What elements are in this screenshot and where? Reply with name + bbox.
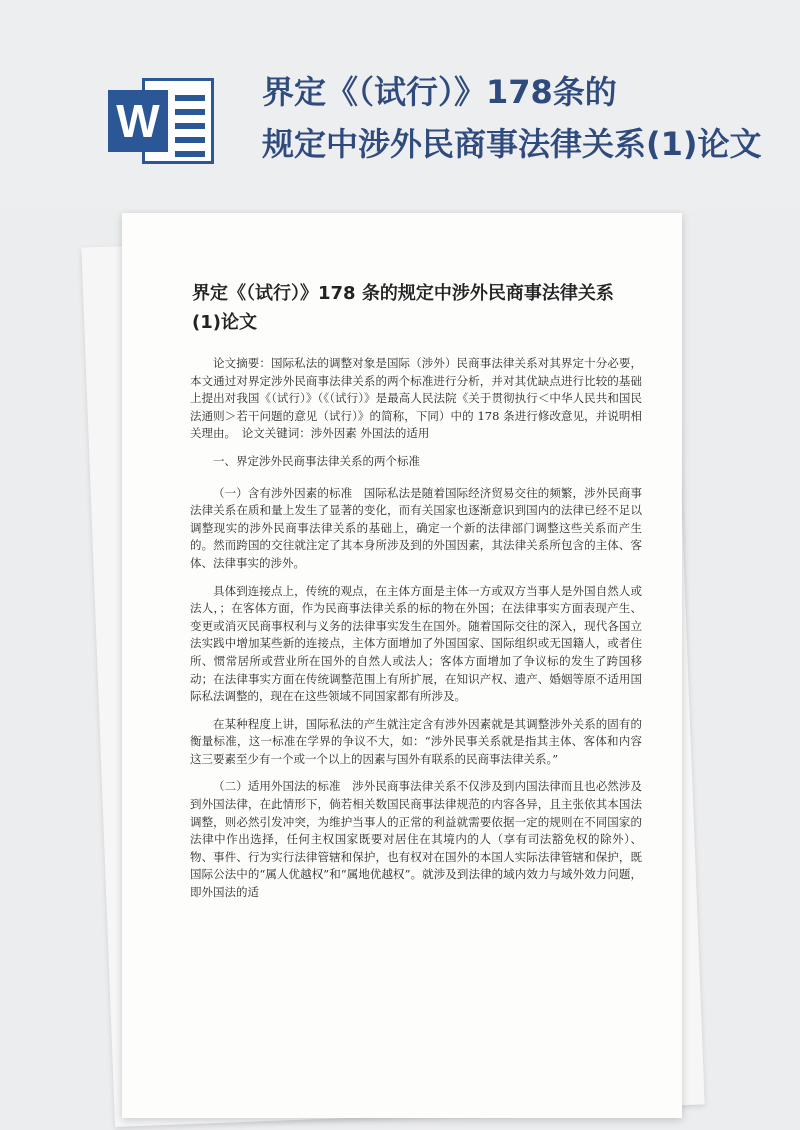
word-w-letter-icon: W bbox=[108, 90, 168, 152]
body-paragraph: 具体到连接点上，传统的观点，在主体方面是主体一方或双方当事人是外国自然人或法人，；在客体方面，作为民商事法律关系的标的物在外国；在法律事实方面表现产生、变更或消灭民商事权利与义务的法律事实发生在国外。随着国际交往的深入，现代各国立法实践中增加某些新的连接点，主体方面增加了外国国家、国际组织或无国籍人，或者住所、惯常居所或营业所在国外的自然人或法人；客体方面增加了争议标的发生了跨国移动；在法律事实方面在传统调整范围上有所扩展，在知识产权、遗产、婚姻等原不适用国际私法调整的，现在在这些领域不同国家都有所涉及。 bbox=[190, 583, 642, 704]
header-banner bbox=[0, 0, 800, 210]
header-title-line-1: 界定《（试行）》178条的 bbox=[262, 73, 617, 111]
document-title: 界定《（试行）》178 条的规定中涉外民商事法律关系(1)论文 bbox=[192, 283, 614, 333]
document-body bbox=[190, 355, 642, 912]
word-icon bbox=[108, 78, 214, 164]
section-heading: 一、界定涉外民商事法律关系的两个标准 bbox=[213, 453, 420, 468]
body-paragraph: （一）含有涉外因素的标准 国际私法是随着国际经济贸易交往的频繁，涉外民商事法律关系在质和量上发生了显著的变化，而有关国家也逐渐意识到国内的法律已经不足以调整现实的涉外民商事法律关系的基础上，确定一个新的法律部门调整这些关系而产生的。然而跨国的交往就注定了其本身所涉及到的外国因素，其法律关系所包含的主体、客体、法律事实的涉外。 bbox=[190, 485, 642, 570]
document-page bbox=[122, 213, 682, 1118]
body-paragraph: 在某种程度上讲，国际私法的产生就注定含有涉外因素就是其调整涉外关系的固有的衡量标准，这一标准在学界的争议不大，如：“涉外民事关系就是指其主体、客体和内容这三要素至少有一个或一个以上的因素与国外有联系的民商事法律关系。” bbox=[190, 716, 642, 766]
header-title-line-2: 规定中涉外民商事法律关系(1)论文 bbox=[262, 125, 762, 163]
abstract-paragraph: 论文摘要：国际私法的调整对象是国际（涉外）民商事法律关系对其界定十分必要，本文通过对界定涉外民商事法律关系的两个标准进行分析，并对其优缺点进行比较的基础上提出对我国《（试行）》（《（试行）》是最高人民法院《关于贯彻执行＜中华人民共和国民法通则＞若干问题的意见（试行）》的简称，下同）中的 178 条进行修改意见，并说明相关理由。 论文关键词：涉外因素 外国法的适用 bbox=[190, 356, 642, 441]
body-paragraph: （二）适用外国法的标准 涉外民商事法律关系不仅涉及到内国法律而且也必然涉及到外国法律，在此情形下，倘若相关数国民商事法律规范的内容各异，且主张依其本国法调整，则必然引发冲突，为维护当事人的正常的利益就需要依据一定的规则在不同国家的法律中作出选择，任何主权国家既要对居住在其境内的人（享有司法豁免权的除外）、物、事件、行为实行法律管辖和保护，也有权对在国外的本国人实际法律管辖和保护，既国际公法中的“属人优越权”和“属地优越权”。就涉及到法律的域内效力与域外效力问题，即外国法的适 bbox=[190, 779, 642, 900]
header-title bbox=[262, 66, 782, 170]
